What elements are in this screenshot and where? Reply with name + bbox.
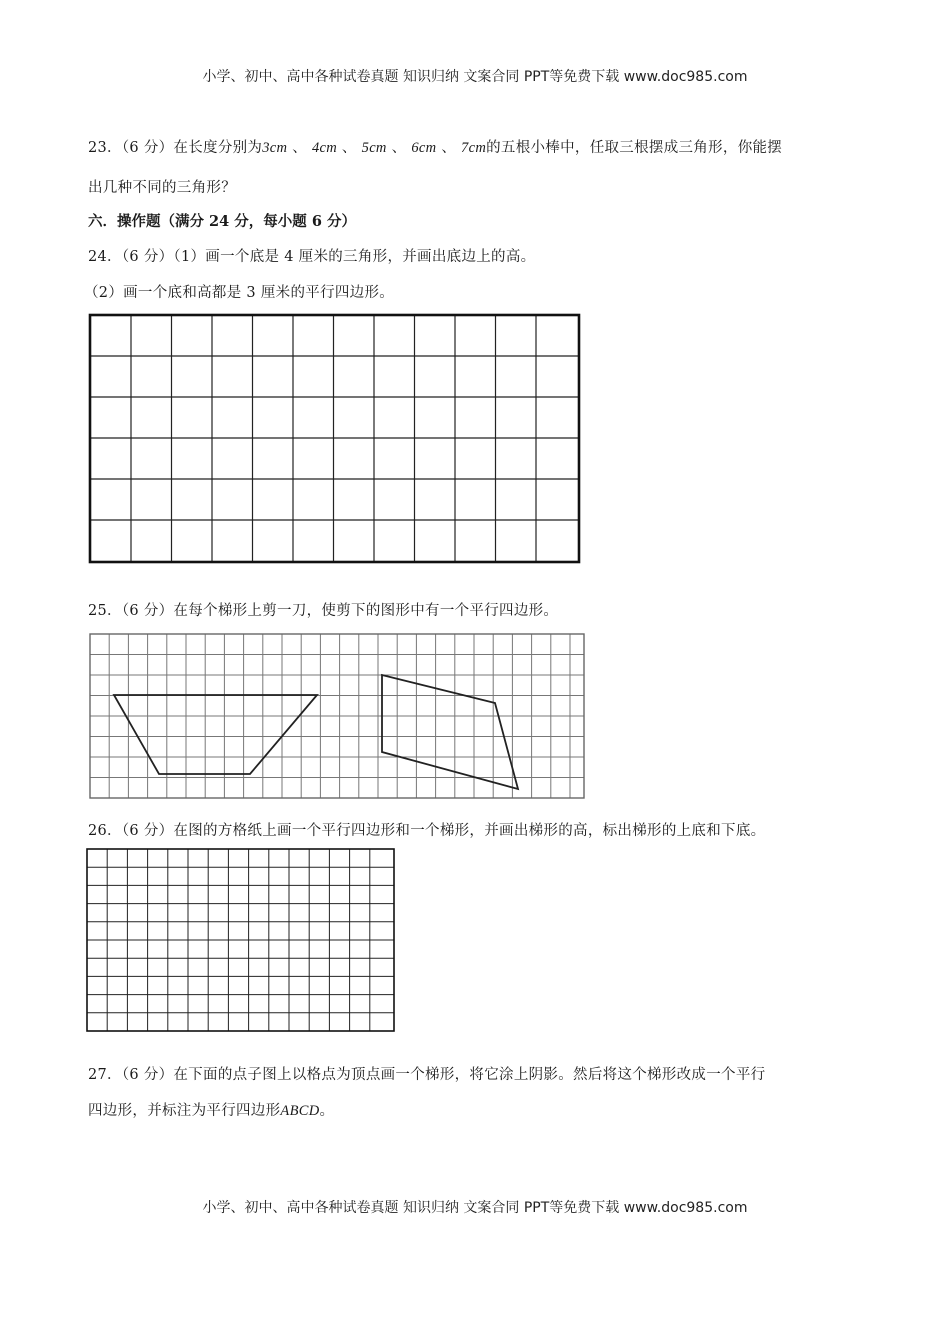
isosceles-trapezoid-shape xyxy=(114,695,317,774)
q23-length-1: 3cm xyxy=(262,140,288,156)
question-27-line-1: 27．（6 分）在下面的点子图上以格点为顶点画一个梯形，将它涂上阴影。然后将这个梯形改成一个平行 xyxy=(88,1067,766,1083)
q23-sep-2: 、 xyxy=(337,140,357,156)
q23-length-4: 6cm xyxy=(411,140,437,156)
question-24-line-2: （2）画一个底和高都是 3 厘米的平行四边形。 xyxy=(84,285,395,301)
question-23-line-1 xyxy=(88,136,782,157)
question-24-line-1: 24．（6 分）（1）画一个底是 4 厘米的三角形，并画出底边上的高。 xyxy=(88,249,536,265)
q23-sep-4: 、 xyxy=(436,140,457,156)
q27-line2-suffix: 。 xyxy=(319,1103,335,1119)
q23-suffix: 的五根小棒中，任取三根摆成三角形，你能摆 xyxy=(486,140,783,156)
q26-square-grid xyxy=(86,848,397,1034)
q23-length-3: 5cm xyxy=(361,140,387,156)
right-trapezoid-shape xyxy=(382,675,518,789)
q25-trapezoid-grid xyxy=(88,632,586,800)
page-footer: 小学、初中、高中各种试卷真题 知识归纳 文案合同 PPT等免费下载 www.doc985.com xyxy=(202,1200,748,1216)
page-header: 小学、初中、高中各种试卷真题 知识归纳 文案合同 PPT等免费下载 www.doc985.com xyxy=(202,69,748,85)
question-27-line-2 xyxy=(88,1099,334,1120)
question-25: 25．（6 分）在每个梯形上剪一刀，使剪下的图形中有一个平行四边形。 xyxy=(88,603,559,619)
q23-prefix: 23．（6 分）在长度分别为 xyxy=(88,140,263,156)
question-26: 26．（6 分）在图的方格纸上画一个平行四边形和一个梯形，并画出梯形的高，标出梯形的上底和下底。 xyxy=(88,823,766,839)
q23-length-5: 7cm xyxy=(461,140,487,156)
q27-parallelogram-label: ABCD xyxy=(280,1103,320,1119)
section-6-title: 六．操作题（满分 24 分，每小题 6 分） xyxy=(88,213,356,230)
q23-sep-1: 、 xyxy=(287,140,308,156)
q23-sep-3: 、 xyxy=(386,140,407,156)
q23-length-2: 4cm xyxy=(311,140,337,156)
q27-line2-prefix: 四边形，并标注为平行四边形 xyxy=(88,1103,281,1119)
q24-square-grid xyxy=(88,313,584,565)
question-23-line-2: 出几种不同的三角形？ xyxy=(88,180,236,196)
